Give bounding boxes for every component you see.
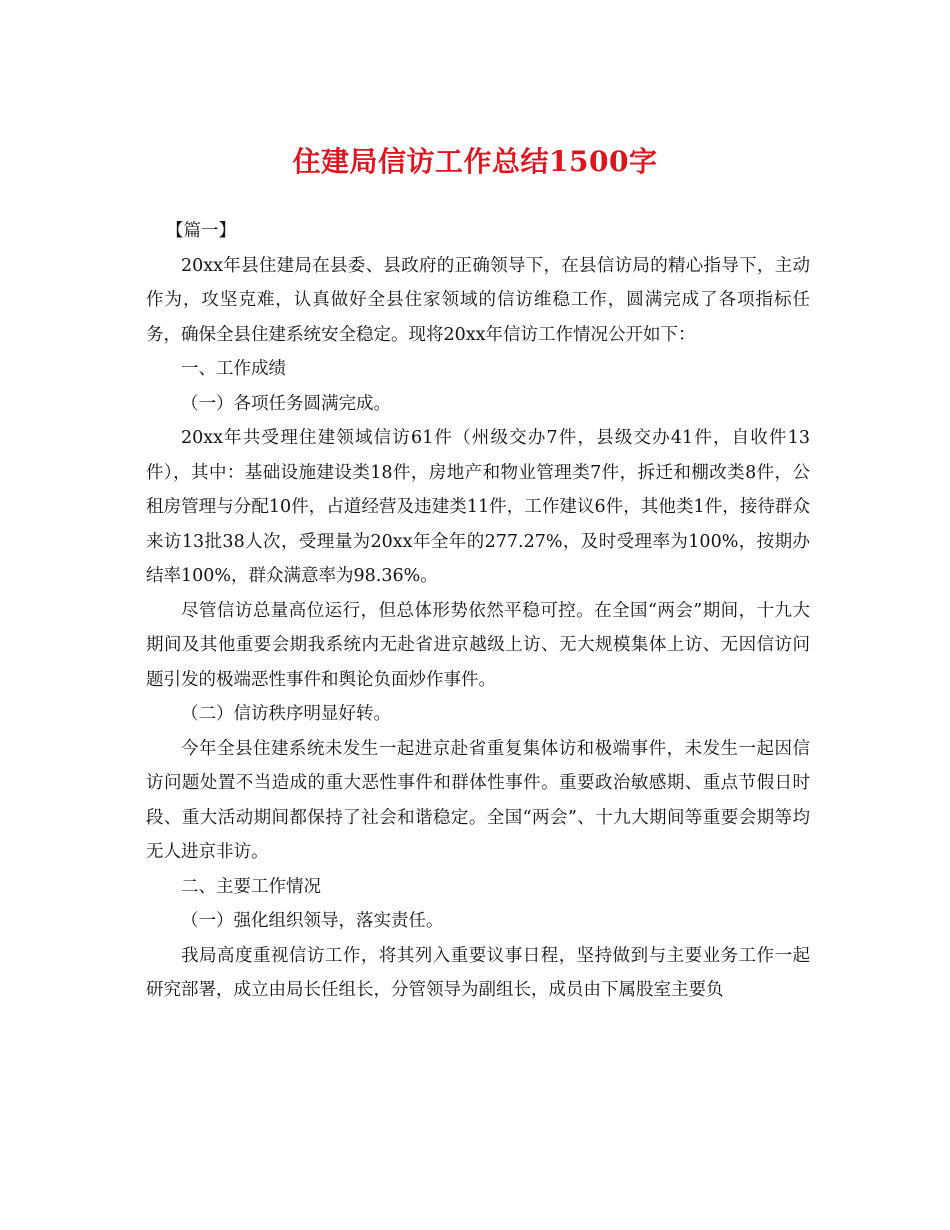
document-title: 住建局信访工作总结1500字	[292, 145, 658, 178]
subheading-organization: （一）强化组织领导，落实责任。	[181, 911, 444, 931]
paragraph-organization: 我局高度重视信访工作，将其列入重要议事日程，坚持做到与主要业务工作一起研究部署，成立由局长任组长，分管领导为副组长，成员由下属股室主要负	[146, 945, 810, 1000]
section-label: 【篇一】	[166, 221, 236, 241]
paragraph-stability: 今年全县住建系统未发生一起进京赴省重复集体访和极端事件，未发生一起因信访问题处置不当造成的重大恶性事件和群体性事件。重要政治敏感期、重点节假日时段、重大活动期间都保持了社会和谐稳定。全国“两会”、十九大期间等重要会期等均无人进京非访。	[146, 738, 810, 862]
heading-work-achievements: 一、工作成绩	[181, 359, 286, 379]
paragraph-overall-situation: 尽管信访总量高位运行，但总体形势依然平稳可控。在全国“两会”期间，十九大期间及其他重要会期我系统内无赴省进京越级上访、无大规模集体上访、无因信访问题引发的极端恶性事件和舆论负面炒作事件。	[146, 600, 810, 690]
heading-main-work: 二、主要工作情况	[181, 876, 321, 897]
subheading-order-improved: （二）信访秩序明显好转。	[181, 704, 391, 724]
paragraph-intro: 20xx年县住建局在县委、县政府的正确领导下，在县信访局的精心指导下，主动作为，攻坚克难，认真做好全县住家领域的信访维稳工作，圆满完成了各项指标任务，确保全县住建系统安全稳定。现将20xx年信访工作情况公开如下：	[146, 255, 810, 345]
document-body	[146, 214, 810, 1008]
paragraph-statistics: 20xx年共受理住建领域信访61件（州级交办7件，县级交办41件，自收件13件），其中：基础设施建设类18件，房地产和物业管理类7件，拆迁和棚改类8件，公租房管理与分配10件，占道经营及违建类11件，工作建议6件，其他类1件，接待群众来访13批38人次，受理量为20xx年全年的277.27%，及时受理率为100%，按期办结率100%，群众满意率为98.36%。	[146, 428, 810, 586]
subheading-tasks-completed: （一）各项任务圆满完成。	[181, 393, 391, 414]
